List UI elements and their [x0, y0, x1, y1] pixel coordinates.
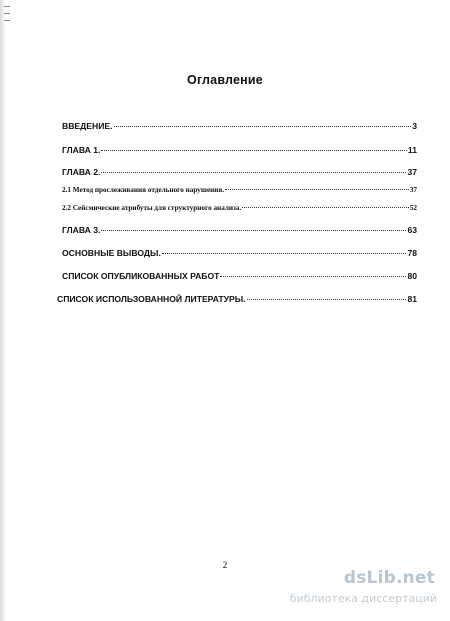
- scan-marks: [4, 0, 14, 30]
- toc-entry-chapter-3: [62, 225, 417, 235]
- toc-entry-page: 80: [407, 271, 417, 281]
- toc-entry-introduction: [62, 121, 417, 131]
- toc-entry-page: 11: [407, 145, 417, 155]
- watermark-logo: dsLib.net: [343, 568, 435, 588]
- toc-entry-page: 37: [409, 186, 417, 194]
- leader-dots: [114, 126, 412, 127]
- toc-entry-page: 52: [409, 204, 417, 212]
- toc-entry-label: СПИСОК ИСПОЛЬЗОВАННОЙ ЛИТЕРАТУРЫ.: [57, 294, 246, 304]
- toc-entry-label: ГЛАВА 2.: [62, 167, 101, 177]
- watermark-subtitle: библиотека диссертаций: [289, 592, 437, 605]
- toc-entry-page: 81: [407, 294, 417, 304]
- toc-entry-page: 37: [407, 167, 417, 177]
- toc-entry-references: [57, 294, 417, 304]
- leader-dots: [162, 253, 407, 254]
- watermark: [260, 568, 445, 618]
- toc-entry-label: ГЛАВА 3.: [62, 225, 101, 235]
- leader-dots: [101, 150, 406, 151]
- toc-entry-conclusions: [62, 248, 417, 258]
- leader-dots: [247, 299, 407, 300]
- toc-entry-section-2-2: [62, 204, 417, 212]
- toc-entry-page: 3: [412, 121, 417, 131]
- toc-entry-label: 2.2 Сейсмические атрибуты для структурного анализа.: [62, 204, 242, 212]
- toc-entry-label: СПИСОК ОПУБЛИКОВАННЫХ РАБОТ: [62, 271, 220, 281]
- scan-edge: [0, 0, 6, 621]
- toc-entry-chapter-1: [62, 145, 417, 155]
- leader-dots: [225, 189, 409, 190]
- toc-entry-label: ВВЕДЕНИЕ.: [62, 121, 113, 131]
- toc-entry-page: 78: [407, 248, 417, 258]
- toc-entry-chapter-2: [62, 167, 417, 177]
- leader-dots: [101, 172, 406, 173]
- toc-entry-section-2-1: [62, 186, 417, 194]
- toc-entry-label: ГЛАВА 1.: [62, 145, 101, 155]
- leader-dots: [242, 207, 409, 208]
- leader-dots: [220, 276, 406, 277]
- toc-entry-label: ОСНОВНЫЕ ВЫВОДЫ.: [62, 248, 161, 258]
- toc-entry-publications: [62, 271, 417, 281]
- toc-entry-label: 2.1 Метод прослеживания отдельного нарушения.: [62, 186, 225, 194]
- toc-title: Оглавление: [187, 73, 263, 87]
- page-number: 2: [222, 560, 228, 570]
- toc-entry-page: 63: [407, 225, 417, 235]
- leader-dots: [101, 230, 406, 231]
